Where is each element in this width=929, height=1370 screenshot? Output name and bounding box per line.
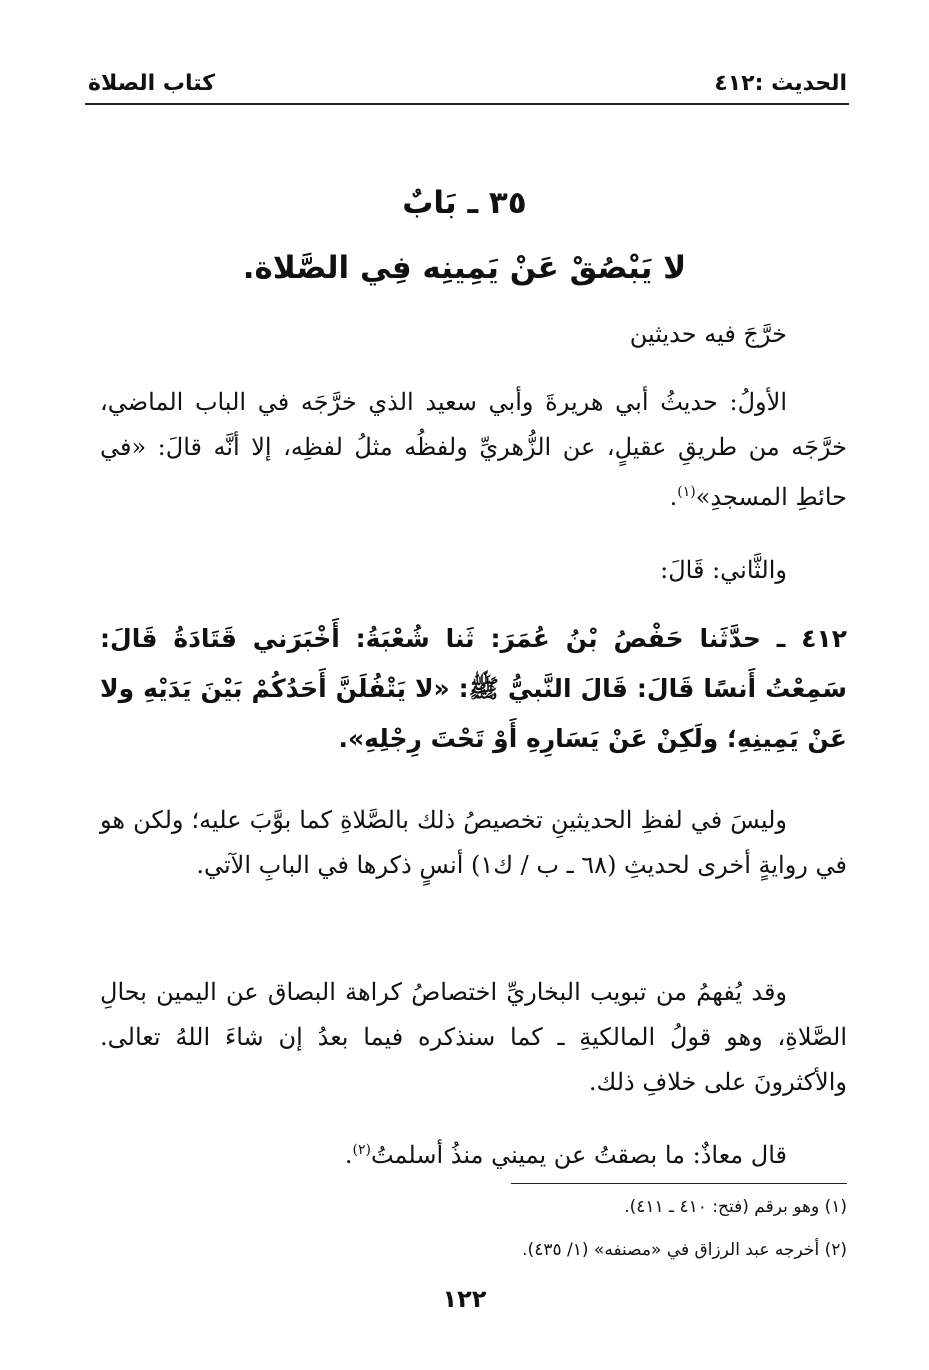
paragraph-muadh-end: .	[344, 1141, 353, 1169]
footnote-ref-2: (٢)	[352, 1142, 371, 1158]
page-number: ١٢٢	[442, 1285, 487, 1313]
intro-paragraph: خرَّجَ فيه حديثين	[629, 320, 787, 348]
chapter-title: لا يَبْصُقْ عَنْ يَمِينِه فِي الصَّلاة.	[242, 250, 687, 286]
footnote-rule	[511, 1183, 847, 1184]
chapter-number: ٣٥ ـ بَابٌ	[402, 185, 527, 221]
paragraph-first-end: .	[669, 483, 678, 511]
book-title-header: كتاب الصلاة	[88, 71, 215, 96]
running-header	[88, 62, 847, 96]
footnote-2: (٢) أخرجه عبد الرزاق في «مصنفه» (١/ ٤٣٥).	[522, 1240, 847, 1260]
paragraph-first	[100, 380, 847, 520]
footnote-ref-1: (١)	[677, 484, 696, 500]
paragraph-first-text: الأولُ: حديثُ أبي هريرةَ وأبي سعيد الذي خرَّجَه في الباب الماضي، خرَّجَه من طريقِ عقيلٍ، عن الزُّهريِّ ولفظُه مثلُ لفظِه، إلا أنَّه قالَ: «في حائطِ المسجدِ»	[100, 388, 847, 511]
paragraph-muadh-text: قال معاذٌ: ما بصقتُ عن يميني منذُ أسلمتُ	[370, 1141, 787, 1169]
hadith-text: ٤١٢ ـ حدَّثَنا حَفْصُ بْنُ عُمَرَ: ثَنا شُعْبَةُ: أَخْبَرَني قَتَادَةُ قَالَ: سَمِعْتُ أَنسًا قَالَ: قَالَ النَّبيُّ ﷺ: «لا يَتْفُلَنَّ أَحَدُكُمْ بَيْنَ يَدَيْهِ ولا عَنْ يَمِينِهِ؛ ولَكِنْ عَنْ يَسَارِهِ أَوْ تَحْتَ رِجْلِهِ».	[100, 624, 847, 753]
paragraph-second: والثَّاني: قَالَ:	[660, 556, 787, 584]
hadith-number-header: الحديث :٤١٢	[714, 71, 847, 96]
paragraph-muadh	[100, 1128, 847, 1178]
header-rule	[85, 103, 849, 105]
paragraph-bukhari: وقد يُفهمُ من تبويب البخاريِّ اختصاصُ كراهة البصاق عن اليمين بحالِ الصَّلاةِ، وهو قولُ المالكيةِ ـ كما سنذكره فيما بعدُ إن شاءَ اللهُ تعالى. والأكثرونَ على خلافِ ذلك.	[100, 978, 847, 1096]
footnote-1: (١) وهو برقم (فتح: ٤١٠ ـ ٤١١).	[624, 1197, 847, 1217]
paragraph-commentary: وليسَ في لفظِ الحديثينِ تخصيصُ ذلك بالصَّلاةِ كما بوَّبَ عليه؛ ولكن هو في روايةٍ أخرى لحديثِ (٦٨ ـ ب / ك١) أنسٍ ذكرها في البابِ الآتي.	[100, 806, 847, 879]
